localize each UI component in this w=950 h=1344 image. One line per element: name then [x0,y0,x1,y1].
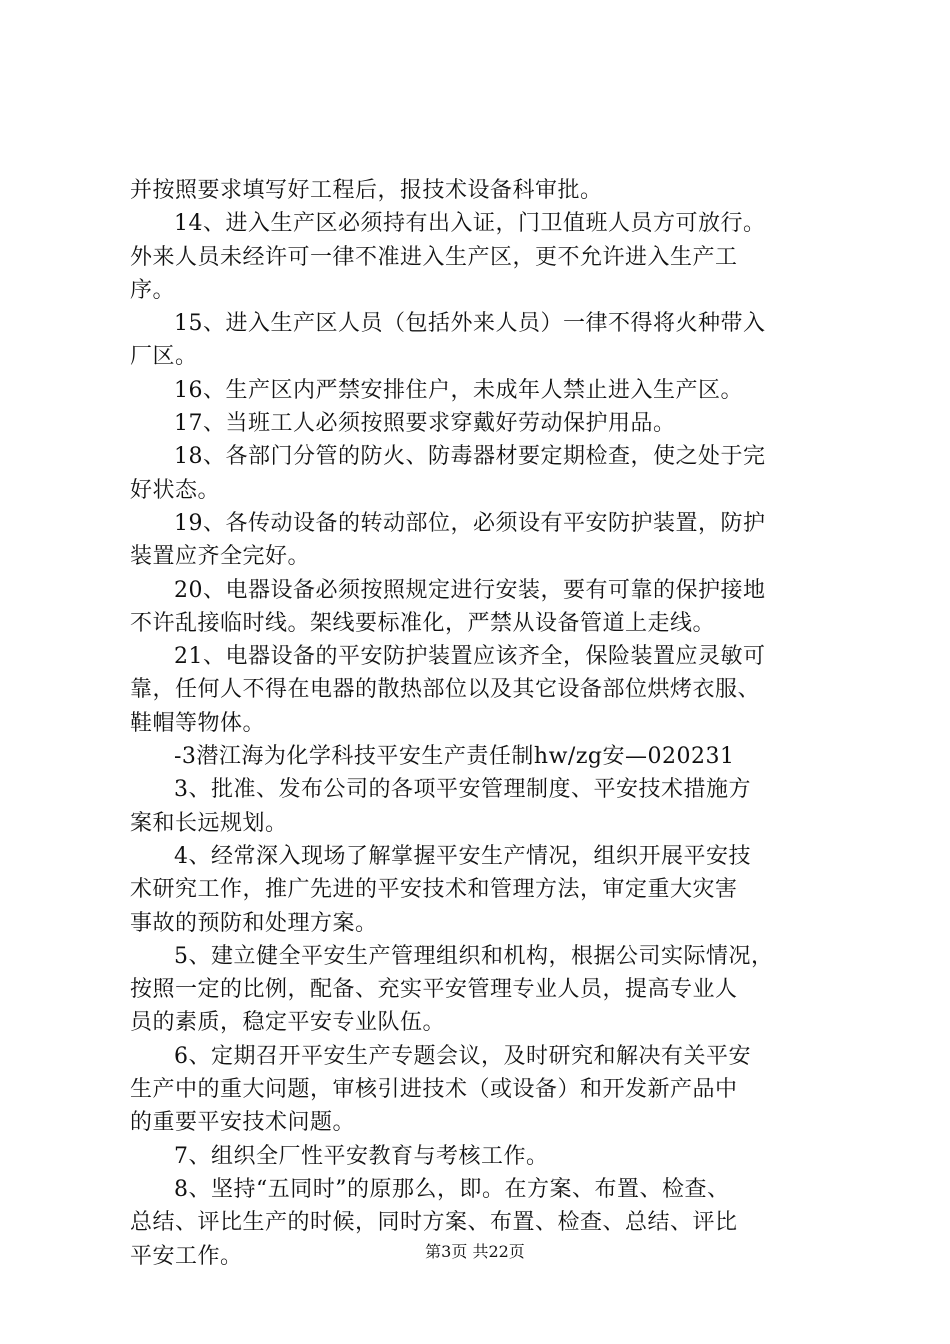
text-line-16: 靠，任何人不得在电器的散热部位以及其它设备部位烘烤衣服、 [130,677,761,703]
text-line-24: 5、建立健全平安生产管理组织和机构，根据公司实际情况， [174,943,774,969]
text-line-15: 21、电器设备的平安防护装置应该齐全，保险装置应灵敏可 [174,644,766,670]
text-line-6: 厂区。 [130,344,198,370]
text-line-26: 员的素质，稳定平安专业队伍。 [130,1010,446,1036]
page-number-footer: 第3页 共22页 [425,1242,525,1261]
text-line-17: 鞋帽等物体。 [130,710,266,736]
document-body [130,174,830,1273]
text-line-1: 并按照要求填写好工程后，报技术设备科审批。 [130,178,603,203]
text-line-2: 14、进入生产区必须持有出入证，门卫值班人员方可放行。 [174,211,766,237]
text-line-18: -3潜江海为化学科技平安生产责任制hw/zg安—020231 [174,744,735,770]
text-line-12: 装置应齐全完好。 [130,544,311,570]
text-line-14: 不许乱接临时线。架线要标准化，严禁从设备管道上走线。 [130,610,716,636]
text-line-20: 案和长远规划。 [130,810,288,836]
text-line-29: 的重要平安技术问题。 [130,1110,356,1136]
text-line-31: 8、坚持“五同时”的原那么，即。在方案、布置、检查、 [174,1176,730,1202]
text-line-23: 事故的预防和处理方案。 [130,910,378,936]
text-line-22: 术研究工作，推广先进的平安技术和管理方法，审定重大灾害 [130,877,738,903]
text-line-19: 3、批准、发布公司的各项平安管理制度、平安技术措施方 [174,777,751,803]
text-line-30: 7、组织全厂性平安教育与考核工作。 [174,1143,549,1169]
text-line-33: 平安工作。 [130,1243,243,1269]
text-line-9: 18、各部门分管的防火、防毒器材要定期检查，使之处于完 [174,444,766,470]
text-line-7: 16、生产区内严禁安排住户，未成年人禁止进入生产区。 [174,377,743,403]
text-line-27: 6、定期召开平安生产专题会议，及时研究和解决有关平安 [174,1043,751,1069]
text-line-10: 好状态。 [130,477,221,503]
text-line-4: 序。 [130,277,176,303]
text-line-5: 15、进入生产区人员（包括外来人员）一律不得将火种带入 [174,311,766,337]
text-line-11: 19、各传动设备的转动部位，必须设有平安防护装置，防护 [174,510,766,536]
text-line-25: 按照一定的比例，配备、充实平安管理专业人员，提高专业人 [130,977,738,1003]
text-line-28: 生产中的重大问题，审核引进技术（或设备）和开发新产品中 [130,1077,738,1103]
text-line-13: 20、电器设备必须按照规定进行安装，要有可靠的保护接地 [174,577,766,603]
text-line-32: 总结、评比生产的时候，同时方案、布置、检查、总结、评比 [130,1210,738,1236]
text-line-3: 外来人员未经许可一律不准进入生产区，更不允许进入生产工 [130,244,738,270]
text-line-21: 4、经常深入现场了解掌握平安生产情况，组织开展平安技 [174,843,751,869]
text-line-8: 17、当班工人必须按照要求穿戴好劳动保护用品。 [174,411,676,437]
